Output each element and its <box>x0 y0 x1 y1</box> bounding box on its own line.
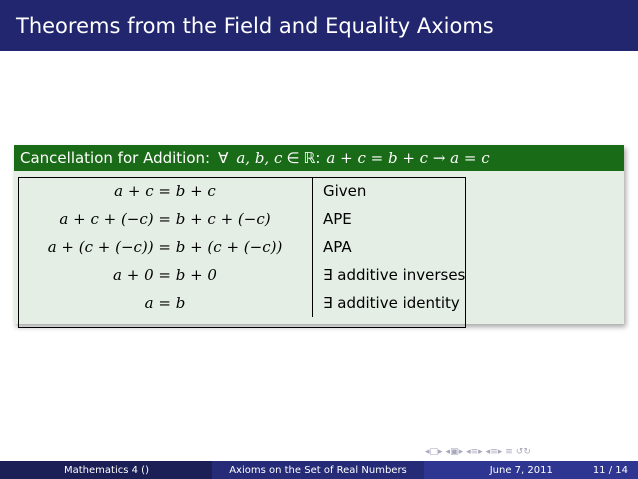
forall-symbol: ∀ <box>218 149 229 167</box>
proof-statement: a + c + (−c) = b + c + (−c) <box>18 205 313 233</box>
nav-search-icon[interactable]: ↺↻ <box>515 447 531 457</box>
footer-date: June 7, 2011 <box>489 464 553 476</box>
proof-row <box>18 177 479 205</box>
proof-reason: ∃ additive inverses <box>323 266 466 284</box>
proof-reason: APE <box>323 210 352 228</box>
theorem-block <box>14 145 624 324</box>
proof-row <box>18 261 479 289</box>
beamer-navigation <box>425 447 531 457</box>
proof-statement: a = b <box>18 289 313 317</box>
proof-statement: a + 0 = b + 0 <box>18 261 313 289</box>
nav-first-icon[interactable]: ◂□▸ <box>425 447 443 457</box>
footer-author: Mathematics 4 () <box>64 464 149 476</box>
theorem-body <box>14 171 624 324</box>
footer-date-section <box>424 461 638 479</box>
proof-table <box>18 177 479 317</box>
nav-section-icon[interactable]: ◂≡▸ <box>466 447 483 457</box>
proof-row <box>18 289 479 317</box>
proof-reason: Given <box>323 182 367 200</box>
nav-subsection-icon[interactable]: ◂≡▸ <box>485 447 503 457</box>
proof-row <box>18 233 479 261</box>
slide-title-bar <box>0 0 638 51</box>
theorem-vars: a, b, c <box>236 149 283 167</box>
proof-row <box>18 205 479 233</box>
reals-symbol: ℝ <box>303 149 316 167</box>
footer-title-section <box>212 461 424 479</box>
proof-statement: a + c = b + c <box>18 177 313 205</box>
proof-reason: APA <box>323 238 352 256</box>
footer-page-number: 11 / 14 <box>592 464 628 476</box>
nav-next-frame-icon[interactable]: ≡ <box>505 447 513 457</box>
footer-author-section <box>0 461 212 479</box>
proof-reason: ∃ additive identity <box>323 294 460 312</box>
slide-title: Theorems from the Field and Equality Axioms <box>16 13 494 38</box>
proof-statement: a + (c + (−c)) = b + (c + (−c)) <box>18 233 313 261</box>
theorem-colon: : <box>315 149 321 167</box>
theorem-label: Cancellation for Addition: <box>20 149 211 167</box>
footer-talk-title: Axioms on the Set of Real Numbers <box>229 464 407 476</box>
theorem-statement: a + c = b + c → a = c <box>326 149 490 167</box>
slide-footer <box>0 461 638 479</box>
element-of-symbol: ∈ <box>286 149 300 167</box>
theorem-header <box>14 145 624 171</box>
nav-prev-frame-icon[interactable]: ◂▣▸ <box>445 447 464 457</box>
